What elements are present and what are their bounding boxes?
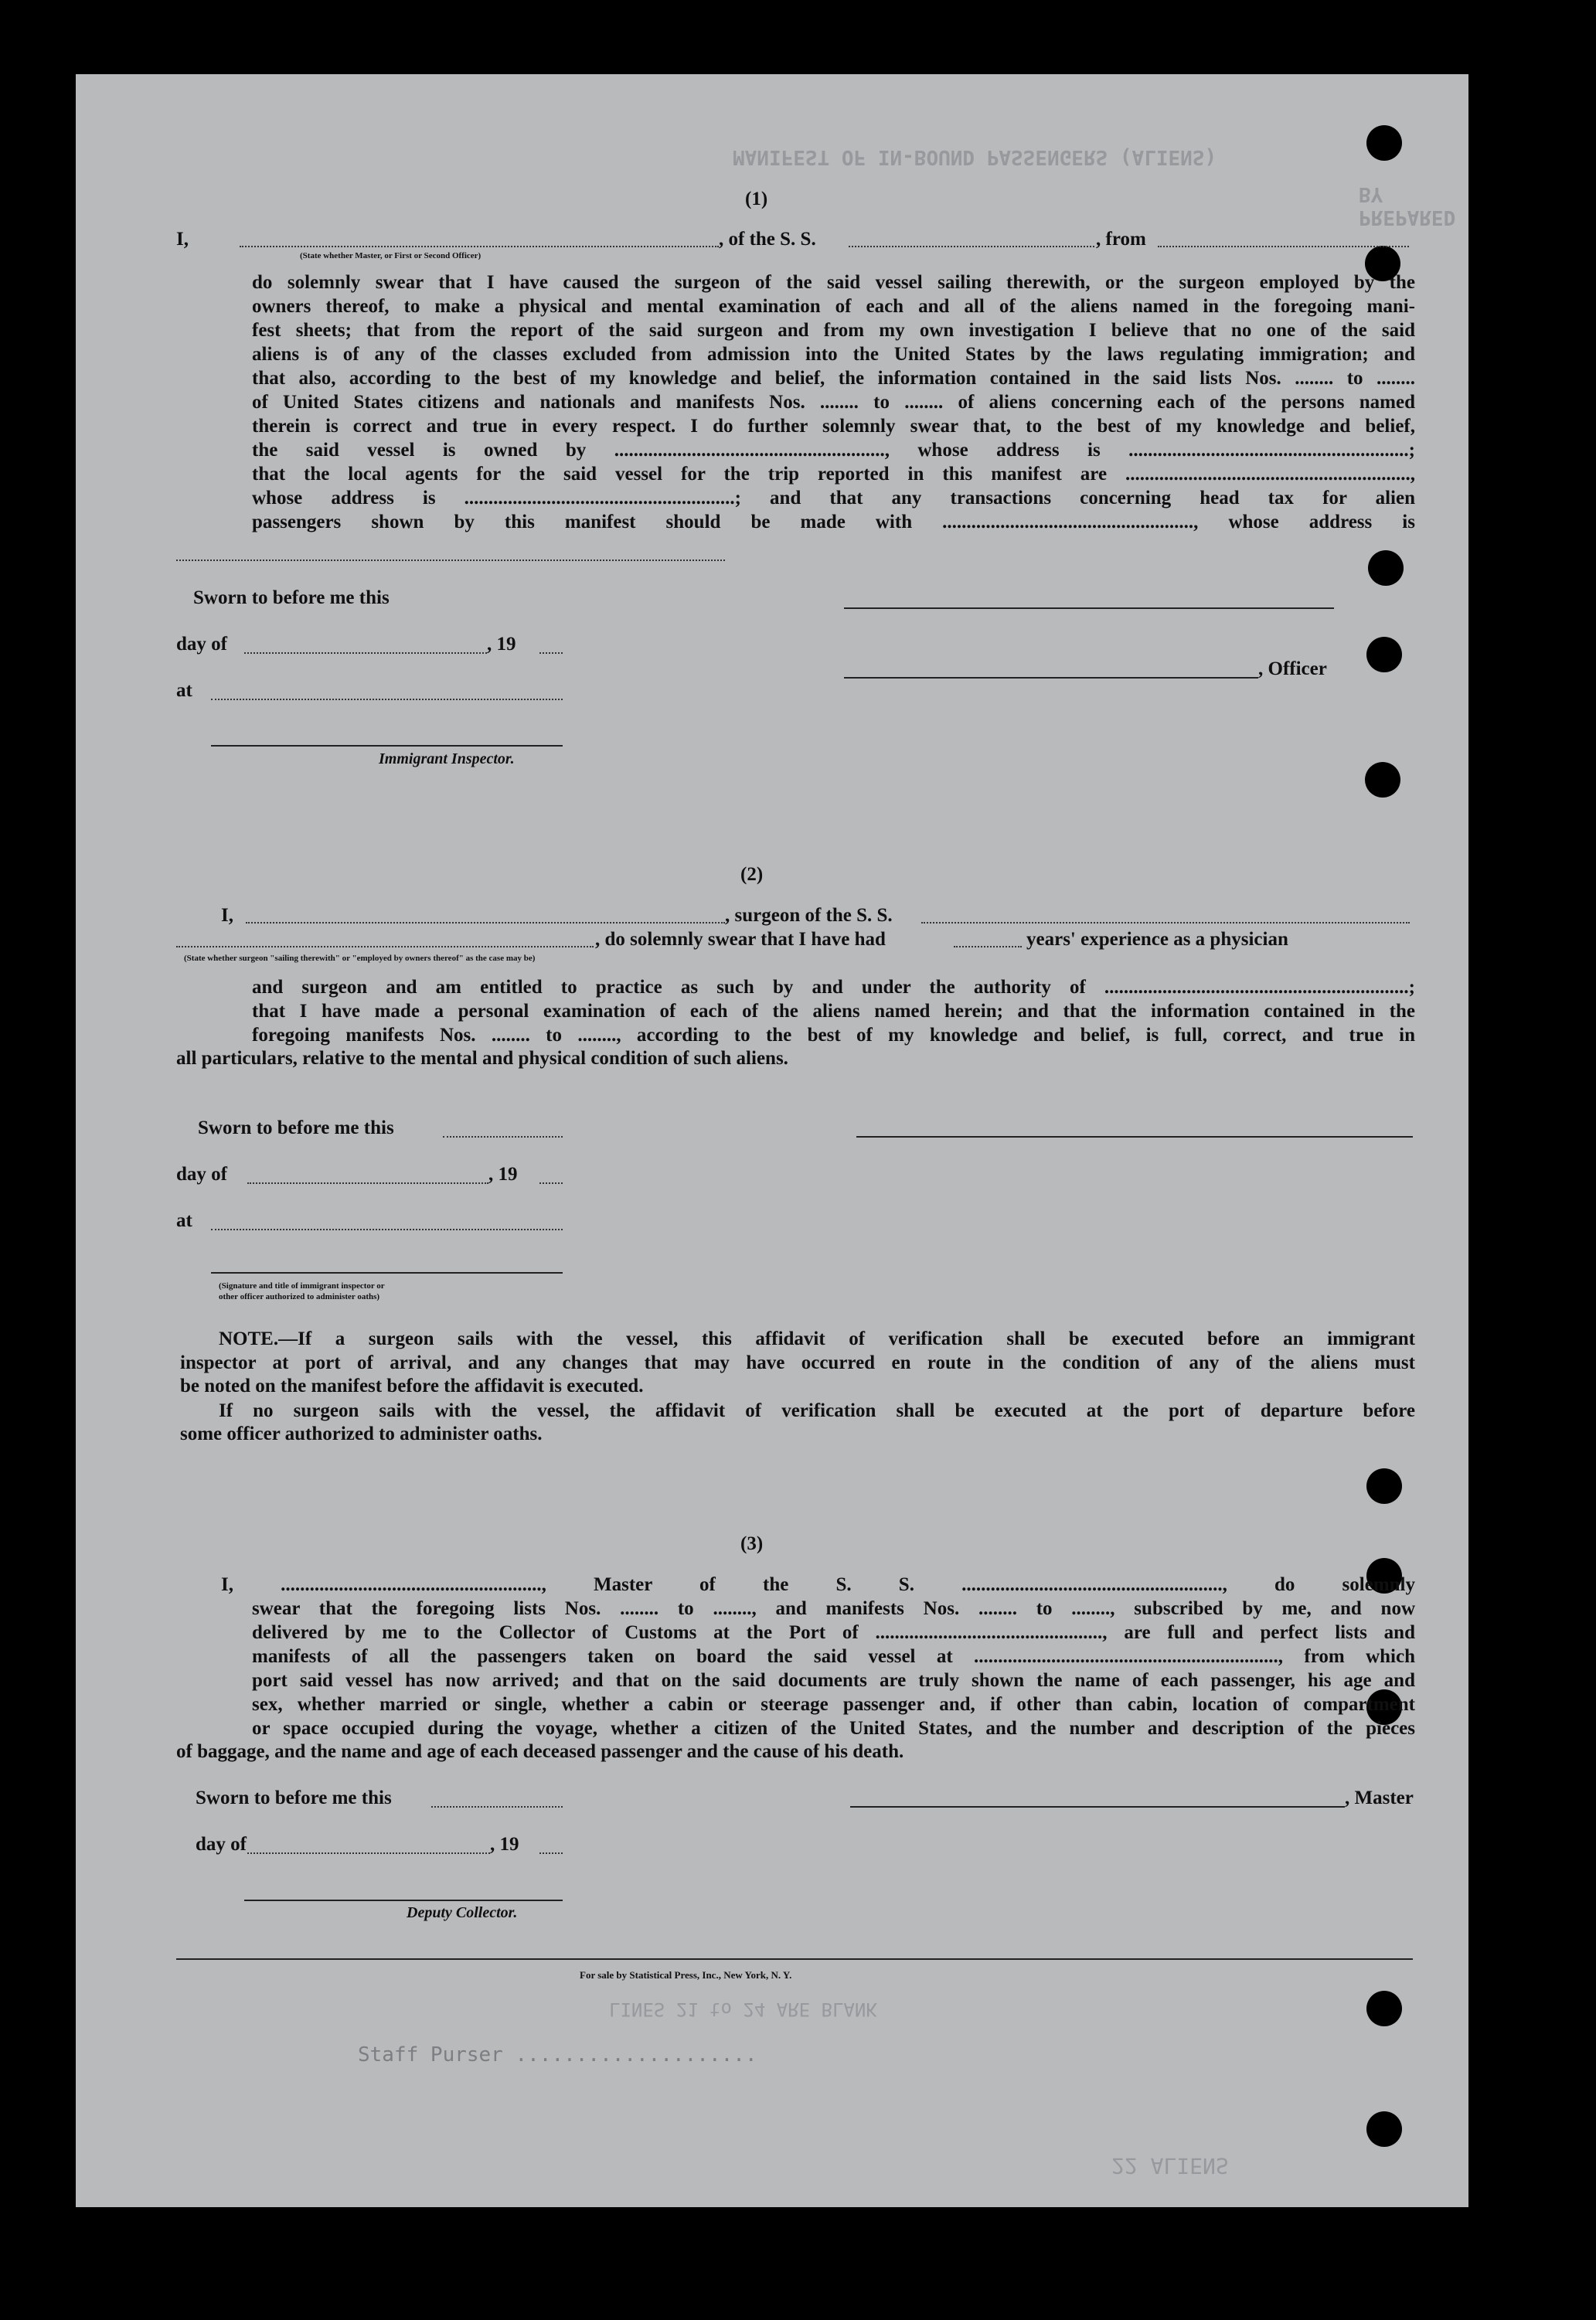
section-3-day-of: day of (196, 1834, 247, 1855)
section-3-year: , 19 (490, 1834, 519, 1855)
section-2-vessel-field[interactable] (921, 922, 1410, 924)
section-2-surgeon-label: , surgeon of the S. S. (725, 905, 893, 926)
section-2-line: foregoing manifests Nos. ........ to ........, according to the best of my knowledge and belief, is full, correct, and true in (252, 1025, 1415, 1046)
surgeon-name-field[interactable] (246, 922, 725, 924)
ghost-staff-purser: Staff Purser .................... (358, 2043, 757, 2067)
section-1-at-field[interactable] (211, 699, 563, 700)
section-3-collector-label: Deputy Collector. (407, 1904, 518, 1921)
section-3-line: I, ......................................................, Master of the S. S. ......................................................, do solemnly (221, 1574, 1415, 1595)
ghost-prepared-by: PREPARED BY (1359, 182, 1456, 229)
ghost-header: MANIFEST OF IN-BOUND PASSENGERS (ALIENS) (733, 145, 1217, 168)
section-3-line: swear that the foregoing lists Nos. ........ to ........, and manifests Nos. ........ to ........, subscribed by me, and now (252, 1598, 1415, 1619)
section-1-line: that also, according to the best of my knowledge and belief, the information contained in the said lists Nos. ........ to ........ (252, 368, 1415, 389)
vessel-name-field[interactable] (849, 246, 1094, 247)
section-2-line: and surgeon and am entitled to practice as such by and under the authority of ...............................................................; (252, 977, 1415, 998)
punch-hole (1366, 1991, 1402, 2026)
section-2-swear: , do solemnly swear that I have had (595, 929, 886, 950)
section-1-line: do solemnly swear that I have caused the surgeon of the said vessel sailing therewith, or the surgeon employed by the (252, 272, 1415, 293)
punch-hole (1365, 762, 1400, 798)
section-3-line: of baggage, and the name and age of each deceased passenger and the cause of his death. (176, 1741, 904, 1762)
footer-rule (176, 1958, 1413, 1960)
officer-rank-note: (State whether Master, or First or Second Officer) (300, 251, 482, 260)
section-3-line: manifests of all the passengers taken on board the said vessel at ..............................................................., from which (252, 1646, 1415, 1667)
section-1-inspector-label: Immigrant Inspector. (379, 750, 515, 767)
section-2-year-field[interactable] (539, 1182, 563, 1184)
years-experience-field[interactable] (954, 946, 1022, 947)
footer-publisher: For sale by Statistical Press, Inc., New York, N. Y. (580, 1969, 792, 1981)
section-1-officer-line[interactable] (844, 677, 1258, 679)
punch-hole (1366, 125, 1402, 161)
note-line: If no surgeon sails with the vessel, the affidavit of verification shall be executed at the port of departure before (219, 1400, 1415, 1421)
section-1-inspector-line[interactable] (211, 745, 563, 747)
section-3-line: or space occupied during the voyage, whether a citizen of the United States, and the number and description of the pieces (252, 1718, 1415, 1739)
section-1-line: that the local agents for the said vessel for the trip reported in this manifest are ..........................................................., (252, 464, 1415, 485)
document-page (76, 74, 1468, 2207)
section-2-years: years' experience as a physician (1026, 929, 1288, 950)
note-line: inspector at port of arrival, and any changes that may have occurred en route in the condition of any of the aliens must (180, 1352, 1415, 1373)
section-3-collector-line[interactable] (244, 1900, 563, 1901)
note-line: some officer authorized to administer oaths. (180, 1424, 543, 1444)
section-1-officer-signature-line[interactable] (844, 607, 1334, 609)
signature-note-2: other officer authorized to administer oaths) (219, 1292, 380, 1301)
section-2-year: , 19 (488, 1164, 518, 1185)
section-1-line: owners thereof, to make a physical and mental examination of each and all of the aliens named in the foregoing mani- (252, 296, 1415, 317)
punch-hole (1366, 2111, 1402, 2147)
section-2-sworn-field[interactable] (443, 1136, 563, 1138)
section-2-line: that I have made a personal examination of each of the aliens named herein; and that the information contained in the (252, 1001, 1415, 1022)
section-3-year-field[interactable] (539, 1852, 563, 1854)
section-2-at: at (176, 1210, 192, 1231)
section-2-sworn: Sworn to before me this (198, 1117, 394, 1138)
section-3-sworn-field[interactable] (431, 1806, 563, 1808)
section-3-master-label: , Master (1345, 1788, 1414, 1808)
surgeon-status-note: (State whether surgeon "sailing therewith" or "employed by owners thereof" as the case may be) (184, 954, 536, 963)
section-1-line: therein is correct and true in every respect. I do further solemnly swear that, to the best of my knowledge and belief, (252, 416, 1415, 437)
section-2-day-field[interactable] (247, 1182, 488, 1184)
section-2-i: I, (221, 905, 233, 926)
section-1-line: passengers shown by this manifest should be made with ...................................................., whose address is (252, 512, 1415, 532)
section-2-signature-line[interactable] (856, 1136, 1413, 1138)
section-1-day-of: day of (176, 634, 227, 655)
officer-rank-field[interactable] (240, 246, 719, 247)
section-1-year-field[interactable] (539, 652, 563, 654)
section-1-number: (1) (745, 189, 768, 209)
section-1-line: the said vessel is owned by ........................................................, whose address is ..........................................................; (252, 440, 1415, 461)
section-2-inspector-line[interactable] (211, 1272, 563, 1274)
section-1-year: , 19 (487, 634, 516, 655)
section-1-i: I, (176, 229, 189, 250)
section-2-number: (2) (740, 864, 764, 885)
punch-hole (1368, 550, 1404, 586)
section-1-ss-label: , of the S. S. (719, 229, 816, 250)
section-3-sworn: Sworn to before me this (196, 1788, 392, 1808)
section-1-officer-label: , Officer (1258, 658, 1327, 679)
surgeon-status-field[interactable] (176, 946, 594, 947)
note-line: be noted on the manifest before the affidavit is executed. (180, 1376, 644, 1396)
section-1-line: of United States citizens and nationals and manifests Nos. ........ to ........ of aliens concerning each of the persons named (252, 392, 1415, 413)
section-2-line: all particulars, relative to the mental and physical condition of such aliens. (176, 1048, 788, 1069)
section-1-line: aliens is of any of the classes excluded from admission into the United States by the laws regulating immigration; and (252, 344, 1415, 365)
section-1-line: whose address is ........................................................; and that any transactions concerning head tax for alien (252, 488, 1415, 509)
punch-hole (1366, 637, 1402, 672)
section-3-master-line[interactable] (850, 1806, 1345, 1808)
signature-note-1: (Signature and title of immigrant inspector or (219, 1281, 385, 1291)
section-1-from-label: , from (1096, 229, 1146, 250)
section-1-day-field[interactable] (244, 652, 487, 654)
section-3-line: delivered by me to the Collector of Customs at the Port of ..............................................., are full and perfect lists and (252, 1622, 1415, 1643)
section-3-number: (3) (740, 1533, 764, 1554)
departure-port-field[interactable] (1158, 246, 1409, 247)
section-3-line: sex, whether married or single, whether a cabin or steerage passenger and, if other than cabin, location of compartment (252, 1694, 1415, 1715)
section-3-line: port said vessel has now arrived; and that on the said documents are truly shown the name of each passenger, his age and (252, 1670, 1415, 1691)
section-3-day-field[interactable] (247, 1852, 490, 1854)
note-line: NOTE.—If a surgeon sails with the vessel, this affidavit of verification shall be executed before an immigrant (219, 1328, 1415, 1349)
section-2-day-of: day of (176, 1164, 227, 1185)
section-1-at: at (176, 680, 192, 701)
punch-hole (1366, 1468, 1402, 1504)
section-2-at-field[interactable] (211, 1229, 563, 1230)
ghost-aliens-count: 22 ALIENS (1111, 2153, 1229, 2179)
head-tax-address-field[interactable] (176, 560, 725, 561)
ghost-lines-blank: LINES 21 to 24 ARE BLANK (609, 1999, 877, 2020)
section-1-sworn: Sworn to before me this (193, 587, 390, 608)
section-1-line: fest sheets; that from the report of the said surgeon and from my own investigation I believe that no one of the said (252, 320, 1415, 341)
